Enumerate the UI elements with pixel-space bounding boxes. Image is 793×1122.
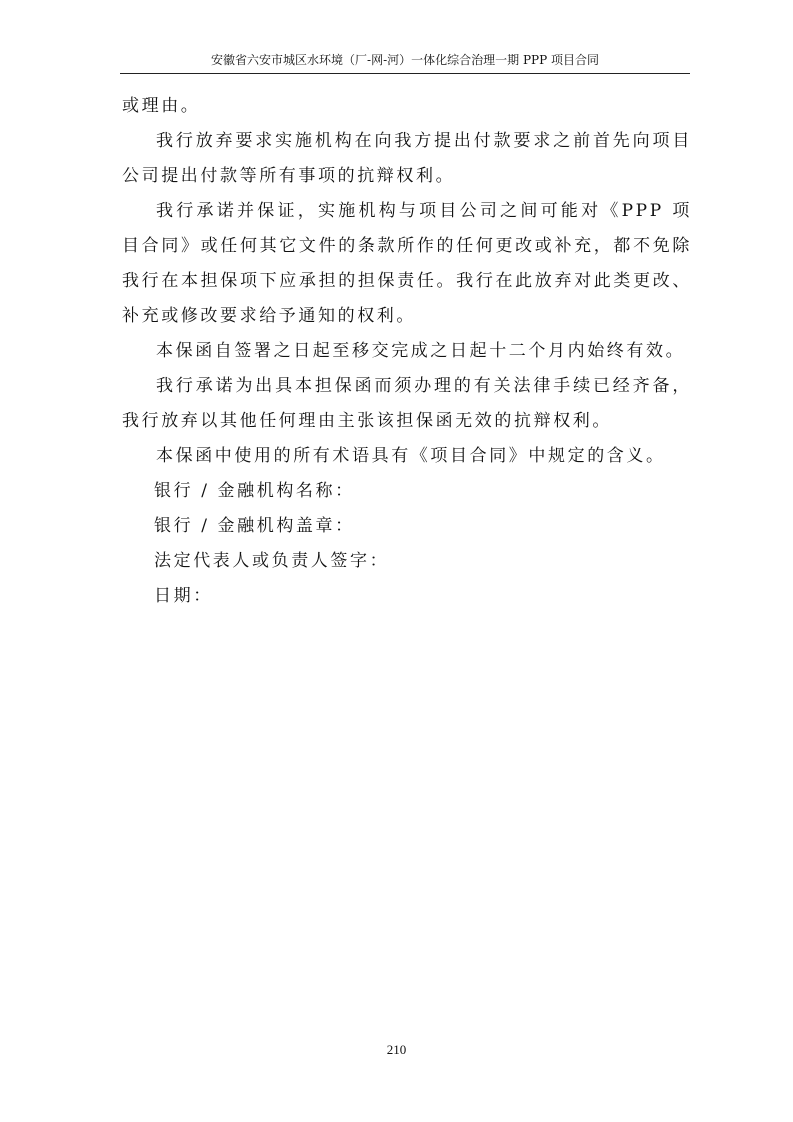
document-body <box>122 89 692 614</box>
page-header-title: 安徽省六安市城区水环境（厂-网-河）一体化综合治理一期 PPP 项目合同 <box>211 53 599 67</box>
legal-representative-signature-field: 法定代表人或负责人签字： <box>154 551 390 571</box>
date-field: 日期： <box>154 586 213 606</box>
page-number: 210 <box>386 1042 407 1057</box>
paragraph-amendment-guarantee: 我行承诺并保证，实施机构与项目公司之间可能对《PPP 项目合同》或任何其它文件的条款所作的任何更改或补充，都不免除我行在本担保项下应承担的担保责任。我行在此放弃对此类更改、补充或修改要求给予通知的权利。 <box>122 201 692 326</box>
paragraph-terms-definition: 本保函中使用的所有术语具有《项目合同》中规定的含义。 <box>156 446 666 466</box>
paragraph-validity-period: 本保函自签署之日起至移交完成之日起十二个月内始终有效。 <box>156 341 686 361</box>
bank-name-field: 银行 / 金融机构名称： <box>154 481 355 501</box>
paragraph-waiver-of-defense: 我行放弃要求实施机构在向我方提出付款要求之前首先向项目公司提出付款等所有事项的抗辩权利。 <box>122 131 692 186</box>
paragraph-continuation: 或理由。 <box>122 96 201 116</box>
bank-seal-field: 银行 / 金融机构盖章： <box>154 516 355 536</box>
paragraph-legal-formalities: 我行承诺为出具本担保函而须办理的有关法律手续已经齐备，我行放弃以其他任何理由主张该担保函无效的抗辩权利。 <box>122 376 692 431</box>
header-divider <box>120 73 690 74</box>
